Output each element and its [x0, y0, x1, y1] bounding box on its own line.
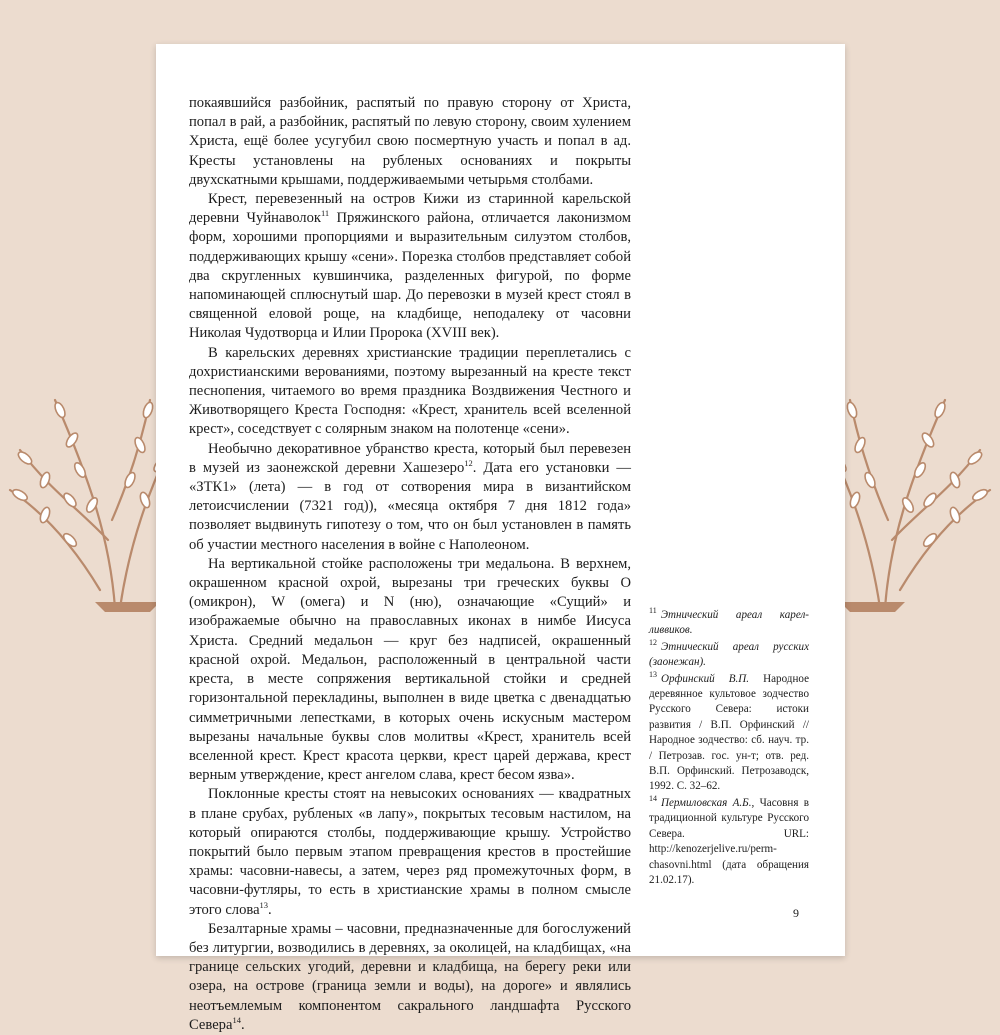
paragraph-5: На вертикальной стойке расположены три медальона. В верхнем, окрашенном красной охрой, вырезаны три греческих буквы О (омикрон), W (омега) и N (ню), означающие «Сущий» и изображаемые обычно на православных иконах в нимбе Иисуса Христа. Средний медальон — круг без надписей, окрашенный красной охрой. Медальон, расположенный в центральной части креста, в месте сопряжения вертикальной стойки и средней горизонтальной перекладины, выполнен в виде цветка с двенадцатью симметричными лепестками, в которых очень искусным мастером вырезаны начальные буквы слов молитвы «Крест, хранитель всей вселенной крест. Крест красота церкви, крест царей держава, крест верным утверждение, крест ангелом слава, крест бесом язва».	[189, 555, 631, 784]
paragraph-7: Безалтарные храмы – часовни, предназначенные для богослужений без литургии, возводились в деревнях, за околицей, на кладбищах, «на границе сельских угодий, деревни и кладбища, на берегу реки или озера, на острове (граница земли и воды), на дороге» и являлись неотъемлемым компонентом сакрального ландшафта Русского Севера$^{14}$.	[189, 920, 631, 1033]
willow-branch-right-icon	[830, 340, 1000, 630]
paragraph-6: Поклонные кресты стоят на невысоких основаниях — квадратных в плане срубах, рубленых «в лапу», покрытых тесовым настилом, на который опираются столбы, поддерживающие крышу. Устройство покрытий было первым этапом превращения крестов в простейшие храмы: часовни-навесы, а затем, через ряд промежуточных форм, в часовни-футляры, то есть в христианские храмы в полном смысле этого слова$^{13}$.	[189, 786, 631, 918]
footnote-13: $^{13}$ Орфинский В.П. Народное деревянное культовое зодчество Русского Севера: истоки развития / В.П. Орфинский // Народное зодчество: сб. науч. тр. / Петрозав. гос. ун-т; отв. ред. В.П. Орфинский. Петрозаводск, 1992. С. 32–62.	[649, 669, 809, 793]
main-text-column	[189, 94, 631, 1035]
footnote-14: $^{14}$ Пермиловская А.Б., Часовня в традиционной культуре Русского Севера. URL: http://kenozerjelive.ru/perm-chasovni.html (дата обращения 21.02.17).	[649, 794, 810, 886]
paragraph-1: покаявшийся разбойник, распятый по правую сторону от Христа, попал в рай, а разбойник, распятый по левую сторону, своим хулением Христа, ещё более усугубил свою посмертную участь и попал в ад. Кресты установлены на рубленых основаниях и покрыты двухскатными крышами, поддерживаемыми четырьмя столбами.	[189, 95, 631, 188]
paragraph-2: Крест, перевезенный на остров Кижи из старинной карельской деревни Чуйнаволок$^{11}$ Пряжинского района, отличается лаконизмом форм, хорошими пропорциями и выразительным силуэтом столбов, поддерживающих крышу «сени». Порезка столбов представляет собой два скругленных кувшинчика, разделенных фигурой, по форме напоминающей сплюснутый шар. До перевозки в музей крест стоял в священной еловой роще, на кладбище, неподалеку от часовни Николая Чудотворца и Илии Пророка (XVIII век).	[189, 191, 632, 342]
book-page	[156, 44, 845, 1033]
footnote-ref-13: 13	[259, 899, 269, 910]
footnote-12: $^{12}$ Этнический ареал русских (заонежан).	[649, 638, 809, 669]
footnote-11: $^{11}$ Этнический ареал карел-ливвиков.	[649, 606, 809, 637]
paragraph-4: Необычно декоративное убранство креста, который был перевезен в музей из заонежской деревни Хашезеро$^{12}$. Дата его установки — «ЗТК1» (лета) — в год от сотворения мира в византийском летоисчислении (7321 год)), «месяца октября 7 дня 1812 года» позволяет выдвинуть гипотезу о том, что он был установлен в память об участии местного населения в войне с Наполеоном.	[189, 440, 631, 553]
footnote-ref-14: 14	[232, 1014, 241, 1025]
footnote-ref-11: 11	[320, 208, 330, 219]
page-number: 9	[793, 906, 799, 920]
footnotes-column	[649, 608, 809, 889]
willow-branch-left-icon	[0, 340, 170, 630]
paragraph-3: В карельских деревнях христианские традиции переплетались с дохристианскими верованиями, поэтому вырезанный на кресте текст песнопения, читаемого во время праздника Воздвижения Честного и Животворящего Креста Господня: «Крест, хранитель всей вселенной крест», соседствует с солярным знаком на полотенце «сени».	[189, 344, 631, 438]
footnote-ref-12: 12	[464, 458, 473, 468]
